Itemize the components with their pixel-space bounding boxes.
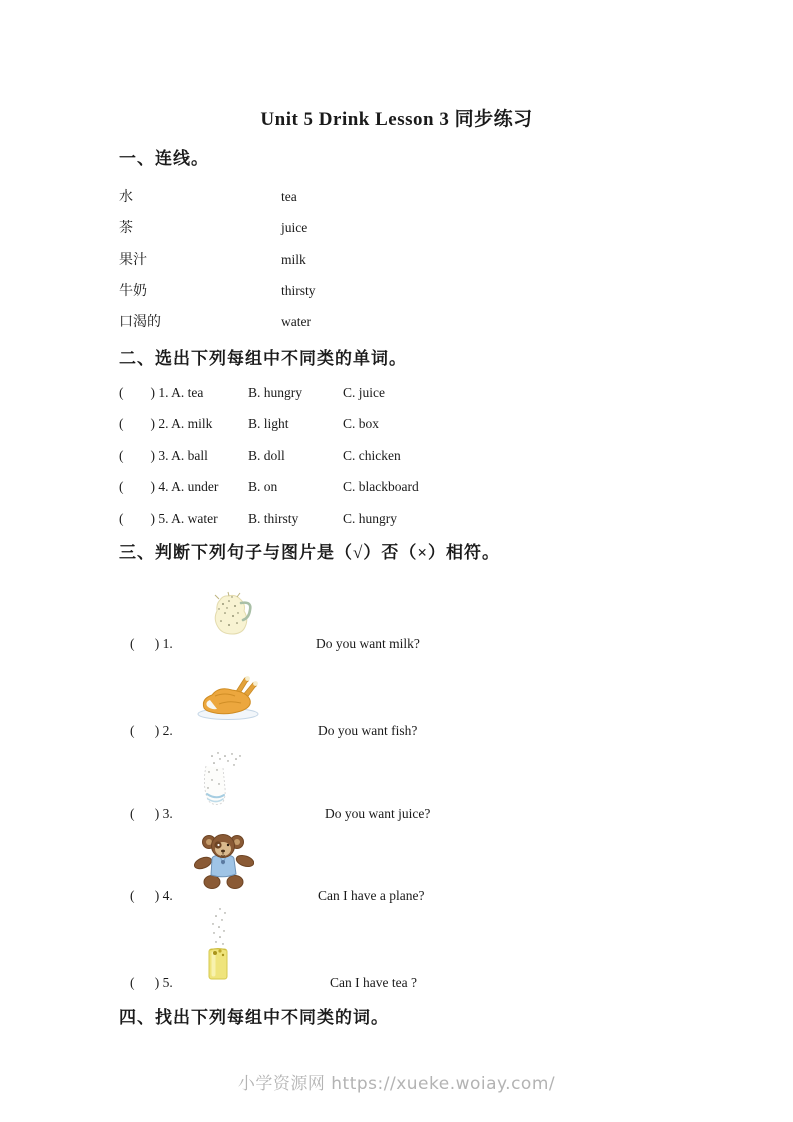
judge-sentence: Do you want fish? [318,723,418,738]
answer-bracket: ( ) 4. [130,888,173,903]
choice-option-b: B. doll [248,447,285,463]
teddy-bear-icon [194,832,254,890]
judge-sentence: Can I have tea ? [330,975,417,990]
match-row [119,311,316,342]
answer-bracket: ( ) 3. [130,806,173,821]
choice-row [119,479,679,510]
choice-option-c: C. juice [343,385,385,400]
choice-option-c: C. blackboard [343,479,419,495]
matching-exercise [119,186,316,342]
judge-item [0,723,793,739]
choice-row [119,448,679,479]
judge-sentence: Do you want milk? [316,636,420,651]
judge-item [0,806,793,822]
match-english-word: tea [281,189,297,204]
match-english-word: thirsty [281,282,316,298]
judge-item [0,975,793,991]
choice-option-a: ( ) 2. A. milk [119,416,213,432]
judge-sentence: Do you want juice? [325,806,431,821]
choice-exercise [119,385,679,542]
match-english-word: water [281,314,311,330]
judge-item [0,636,793,652]
match-chinese-word: 水 [119,190,133,205]
judge-item [0,888,793,904]
choice-option-b: B. on [248,479,278,495]
section3-heading: 三、判断下列句子与图片是（√）否（×）相符。 [119,543,501,562]
section2-heading: 二、选出下列每组中不同类的单词。 [119,349,407,368]
choice-option-c: C. chicken [343,447,401,463]
match-row [119,217,316,248]
choice-option-b: B. hungry [248,385,302,400]
match-chinese-word: 牛奶 [119,283,147,299]
match-chinese-word: 果汁 [119,252,147,268]
choice-option-a: ( ) 5. A. water [119,510,218,526]
choice-option-a: ( ) 3. A. ball [119,447,208,463]
choice-option-b: B. thirsty [248,510,299,526]
roast-chicken-icon [195,672,261,721]
water-glass-icon [190,750,248,810]
choice-option-c: C. box [343,416,380,432]
choice-option-c: C. hungry [343,510,397,526]
answer-bracket: ( ) 5. [130,975,173,990]
section1-heading: 一、连线。 [119,149,209,168]
page-title: Unit 5 Drink Lesson 3 同步练习 [260,109,533,130]
match-chinese-word: 茶 [119,221,133,237]
match-row [119,280,316,311]
answer-bracket: ( ) 1. [130,636,173,651]
choice-option-b: B. light [248,416,289,432]
milk-jug-icon [207,589,257,637]
judge-sentence: Can I have a plane? [318,888,425,903]
match-row [119,186,316,217]
answer-bracket: ( ) 2. [130,723,173,738]
match-english-word: juice [281,220,308,236]
choice-row [119,385,679,416]
choice-option-a: ( ) 1. A. tea [119,385,204,400]
section4-heading: 四、找出下列每组中不同类的词。 [119,1008,389,1027]
choice-row [119,416,679,447]
choice-option-a: ( ) 4. A. under [119,479,219,495]
match-english-word: milk [281,251,306,267]
match-chinese-word: 口渴的 [119,315,161,331]
match-row [119,249,316,280]
site-watermark: 小学资源网 https://xueke.woiay.com/ [237,1074,556,1094]
tea-glass-icon [202,906,234,982]
